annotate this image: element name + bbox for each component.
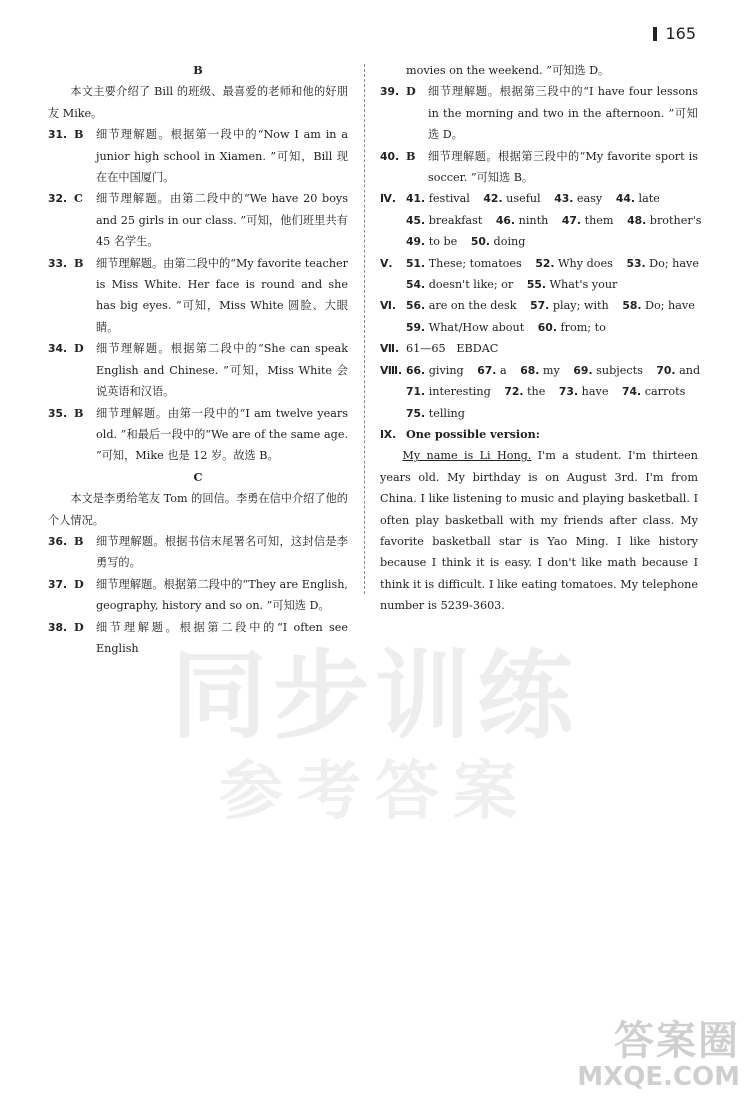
answer-line xyxy=(406,295,705,316)
item-answer: late xyxy=(638,192,660,206)
answer-line xyxy=(406,360,710,381)
item-answer: a xyxy=(499,363,507,377)
item-number: 57. xyxy=(530,299,550,313)
item-answer: EBDAC xyxy=(456,342,499,356)
question-number: 38. xyxy=(48,620,68,634)
answer-line xyxy=(406,231,712,252)
roman-numeral: Ⅵ. xyxy=(380,299,396,313)
section-viii xyxy=(380,360,701,424)
question-answer: B xyxy=(74,533,84,548)
item-answer: These; tomatoes xyxy=(428,256,522,270)
item-number: 60. xyxy=(537,320,557,334)
essay-label: One possible version: xyxy=(406,426,540,441)
item-number: 73. xyxy=(558,385,579,399)
question-40 xyxy=(380,146,698,189)
question-explanation: 细节理解题。根据第二段中的“I often see English xyxy=(96,620,348,655)
item-answer: brother's xyxy=(649,213,702,227)
question-37 xyxy=(48,574,348,617)
item-answer: useful xyxy=(506,192,541,206)
question-number: 33. xyxy=(48,256,68,270)
item-number: 54. xyxy=(406,278,426,292)
item-answer: to be xyxy=(428,235,458,249)
item-number: 72. xyxy=(504,385,524,399)
question-number: 31. xyxy=(48,128,68,142)
item-number: 41. xyxy=(406,192,426,206)
answer-line xyxy=(406,381,710,402)
question-number: 40. xyxy=(380,149,400,163)
essay-body: I'm a student. I'm thirteen years old. My birthday is on August 3rd. I'm from China. I like listening to music and playing basketball. I often play basketball with my friends after class. My favorite basketball star is Yao Ming. I like history because I think it is easy. I don't like math because I think it is difficult. I like eating tomatoes. My telephone number is 5239-3603. xyxy=(380,449,698,613)
question-explanation: 细节理解题。根据第二段中的“They are English, geography, history and so on. ”可知选 D。 xyxy=(96,577,348,613)
item-number: 43. xyxy=(554,192,574,206)
item-answer: them xyxy=(584,213,614,227)
column-divider xyxy=(364,64,365,594)
roman-numeral: Ⅶ. xyxy=(380,342,400,356)
answer-line xyxy=(406,188,712,209)
question-33 xyxy=(48,253,348,339)
answer-line xyxy=(406,274,709,295)
item-answer: interesting xyxy=(428,385,491,399)
question-explanation: 细节理解题。由第二段中的“My favorite teacher is Miss White. Her face is round and she has big eyes. ”可知，Miss White 圆脸、大眼睛。 xyxy=(96,256,348,334)
item-answer: Do; have xyxy=(649,256,700,270)
essay-first-sentence: My name is Li Hong. xyxy=(402,449,532,463)
question-explanation: 细节理解题。由第二段中的“We have 20 boys and 25 girls in our class. ”可知，他们班里共有 45 名学生。 xyxy=(96,192,348,249)
item-answer: giving xyxy=(428,363,464,377)
watermark-line-2: 参考答案 xyxy=(219,755,531,829)
item-answer: What's your xyxy=(549,278,618,292)
question-answer: D xyxy=(74,341,84,356)
item-answer: festival xyxy=(428,192,470,206)
section-c-intro: 本文是李勇给笔友 Tom 的回信。李勇在信中介绍了他的个人情况。 xyxy=(48,492,348,527)
item-answer: from; to xyxy=(560,320,606,334)
section-b-heading: B xyxy=(193,63,203,77)
question-number: 34. xyxy=(48,342,68,356)
question-answer: B xyxy=(74,405,84,420)
question-34 xyxy=(48,338,348,402)
question-explanation: 细节理解题。根据第三段中的“My favorite sport is soccer. ”可知选 B。 xyxy=(428,149,698,185)
page-number xyxy=(653,24,696,43)
item-answer: and xyxy=(679,363,701,377)
left-column xyxy=(48,60,348,659)
item-answer: Why does xyxy=(558,256,613,270)
item-number: 74. xyxy=(622,385,642,399)
item-number: 56. xyxy=(406,299,426,313)
sample-essay xyxy=(380,445,698,616)
question-answer: B xyxy=(74,255,84,270)
question-38-continued xyxy=(380,60,698,81)
answer-line xyxy=(406,210,712,231)
roman-numeral: Ⅸ. xyxy=(380,427,397,441)
question-38 xyxy=(48,617,348,660)
item-number: 48. xyxy=(627,213,647,227)
item-answer: What/How about xyxy=(428,320,525,334)
section-iv xyxy=(380,188,702,252)
question-explanation: 细节理解题。根据书信末尾署名可知，这封信是李勇写的。 xyxy=(96,534,348,570)
item-number: 47. xyxy=(561,213,582,227)
item-number: 45. xyxy=(406,213,426,227)
question-39 xyxy=(380,81,698,145)
item-answer: easy xyxy=(576,192,603,206)
item-number: 59. xyxy=(406,320,426,334)
item-number: 70. xyxy=(656,363,676,377)
roman-numeral: Ⅴ. xyxy=(380,256,393,270)
item-number: 66. xyxy=(406,363,426,377)
item-answer: the xyxy=(527,385,546,399)
question-explanation: 细节理解题。根据第三段中的“I have four lessons in the morning and two in the afternoon. ”可知选 D。 xyxy=(428,85,698,142)
question-number: 39. xyxy=(380,85,400,99)
item-number: 71. xyxy=(406,385,426,399)
section-vii xyxy=(380,338,698,359)
question-answer: D xyxy=(74,619,84,634)
answer-line xyxy=(406,253,709,274)
question-number: 32. xyxy=(48,192,68,206)
question-number: 36. xyxy=(48,534,68,548)
item-range: 61—65 xyxy=(406,342,446,356)
item-number: 51. xyxy=(406,256,426,270)
item-number: 42. xyxy=(483,192,503,206)
section-ix xyxy=(380,424,698,445)
question-32 xyxy=(48,188,348,252)
question-answer: C xyxy=(74,191,83,206)
item-answer: are on the desk xyxy=(428,299,517,313)
question-number: 37. xyxy=(48,577,68,591)
roman-numeral: Ⅳ. xyxy=(380,192,396,206)
question-answer: B xyxy=(406,148,416,163)
item-number: 44. xyxy=(615,192,635,206)
item-number: 52. xyxy=(535,256,555,270)
question-31 xyxy=(48,124,348,188)
question-35 xyxy=(48,403,348,467)
answer-line xyxy=(406,317,705,338)
item-number: 68. xyxy=(520,363,540,377)
question-explanation: 细节理解题。根据第一段中的“Now I am in a junior high school in Xiamen. ”可知，Bill 现在在中国厦门。 xyxy=(96,128,348,185)
item-number: 55. xyxy=(526,278,546,292)
answer-line xyxy=(406,338,698,359)
question-answer: D xyxy=(74,576,84,591)
item-number: 58. xyxy=(622,299,642,313)
section-vi xyxy=(380,295,698,338)
item-number: 49. xyxy=(406,235,426,249)
item-answer: play; with xyxy=(552,299,609,313)
page-number-text: 165 xyxy=(665,24,696,43)
item-answer: doing xyxy=(493,235,526,249)
question-36 xyxy=(48,531,348,574)
right-column xyxy=(380,60,702,617)
item-answer: have xyxy=(581,385,609,399)
item-answer: ninth xyxy=(518,213,549,227)
answer-line xyxy=(406,403,710,424)
item-number: 53. xyxy=(626,256,646,270)
section-b-intro: 本文主要介绍了 Bill 的班级、最喜爱的老师和他的好朋友 Mike。 xyxy=(48,85,348,120)
item-number: 67. xyxy=(477,363,497,377)
question-explanation: 细节理解题。根据第二段中的“She can speak English and Chinese. ”可知，Miss White 会说英语和汉语。 xyxy=(96,342,348,399)
question-answer: D xyxy=(406,84,416,99)
item-answer: my xyxy=(542,363,560,377)
item-answer: breakfast xyxy=(428,213,483,227)
item-number: 69. xyxy=(573,363,593,377)
page-marker-bar xyxy=(653,27,657,41)
question-number: 35. xyxy=(48,406,68,420)
item-answer: doesn't like; or xyxy=(428,278,514,292)
watermark-line-1: 同步训练 xyxy=(171,640,579,752)
item-number: 50. xyxy=(470,235,490,249)
item-answer: Do; have xyxy=(645,299,695,313)
item-answer: subjects xyxy=(596,363,643,377)
roman-numeral: Ⅷ. xyxy=(380,363,403,377)
question-answer: B xyxy=(74,127,84,142)
continued-text: movies on the weekend. ”可知选 D。 xyxy=(406,64,610,77)
corner-logo-url: MXQE.COM xyxy=(577,1062,740,1092)
item-number: 75. xyxy=(406,406,426,420)
corner-logo-text: 答案圈 xyxy=(614,1018,740,1064)
section-c-heading: C xyxy=(193,469,203,484)
question-explanation: 细节理解题。由第一段中的“I am twelve years old. ”和最后一段中的“We are of the same age. ”可知，Mike 也是 12 岁。故选 B。 xyxy=(96,406,348,463)
item-answer: telling xyxy=(428,406,465,420)
section-v xyxy=(380,253,698,296)
item-number: 46. xyxy=(495,213,516,227)
corner-watermark-logo xyxy=(577,1019,740,1091)
item-answer: carrots xyxy=(644,385,686,399)
